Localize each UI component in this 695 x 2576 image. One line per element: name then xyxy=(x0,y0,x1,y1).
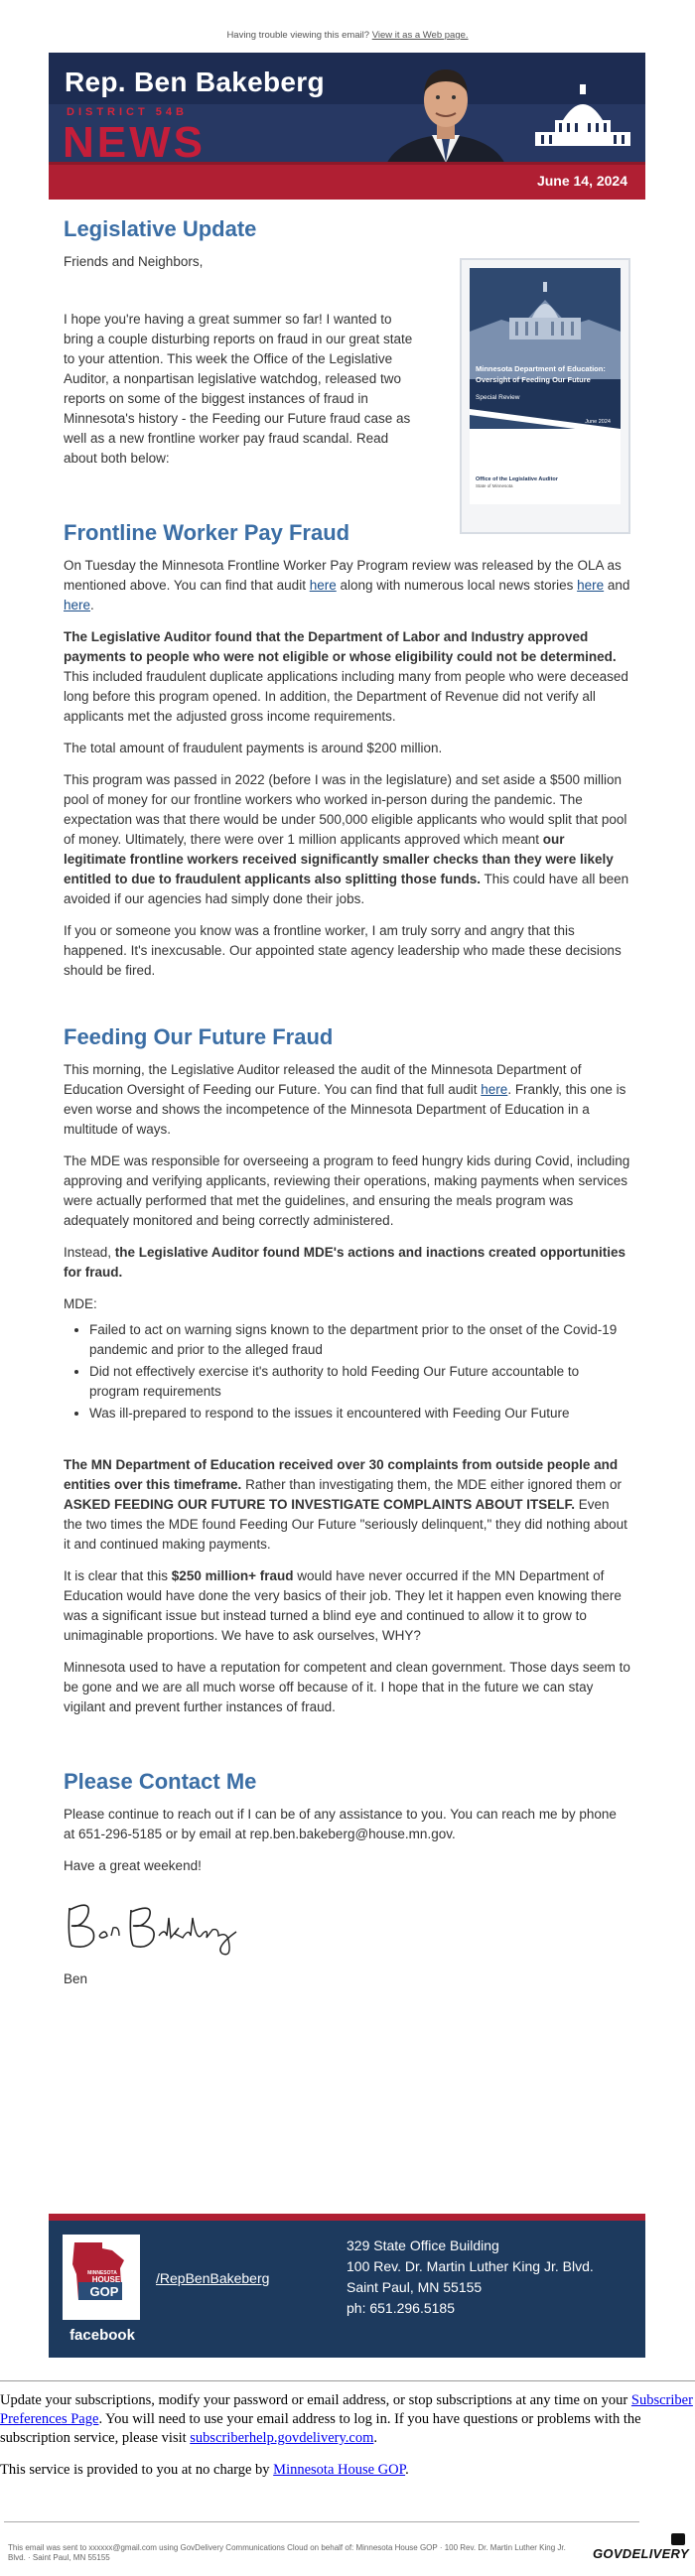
subscription-notice xyxy=(0,2391,695,2493)
fof-paragraph-5: It is clear that this $250 million+ fraud would have never occurred if the MN Department of Education would have done the very basics of their job. They let it happen even knowing there was a significant issue but instead turned a blind eye and continued to allow it to grow to unimaginable proportions. We have to ask ourselves, WHY? xyxy=(64,1568,622,1643)
district-label: DISTRICT 54B xyxy=(67,106,188,118)
frontline-paragraph-4: This program was passed in 2022 (before I was in the legislature) and set aside a $500 million pool of money for our frontline workers who worked in-person during the pandemic. The expectation was that there would be under 500,000 eligible applicants who would split that pool of money. Ultimately, there were over 1 million applicants approved which meant our legitimate frontline workers received significantly smaller checks than they were likely entitled to due to fraudulent applicants also splitting those funds. This could have all been avoided if our agencies had simply done their jobs. xyxy=(64,772,629,906)
representative-portrait xyxy=(376,56,515,162)
list-item: • Was ill-prepared to respond to the issues it encountered with Feeding Our Future xyxy=(89,1404,630,1424)
divider xyxy=(4,2521,639,2522)
frontline-heading: Frontline Worker Pay Fraud xyxy=(64,520,350,545)
report-cover-org-sub: State of Minnesota xyxy=(476,483,513,488)
frontline-paragraph-5: If you or someone you know was a frontline worker, I am truly sorry and angry that this happened. It's inexcusable. Our appointed state agency leadership who made these decisions should be fired. xyxy=(64,923,622,978)
view-as-webpage-link[interactable]: View it as a Web page. xyxy=(371,30,469,41)
address-line: 329 State Office Building xyxy=(347,2237,499,2253)
list-item: • Failed to act on warning signs known to the department prior to the onset of the Covid-19 pandemic and prior to the alleged fraud xyxy=(89,1320,630,1360)
capitol-icon xyxy=(533,82,632,152)
mde-label: MDE: xyxy=(64,1296,97,1311)
report-cover-title-line1: Minnesota Department of Education: xyxy=(476,364,606,373)
mde-findings-list xyxy=(64,1320,630,1424)
address-line: 100 Rev. Dr. Martin Luther King Jr. Blvd. xyxy=(347,2258,594,2274)
intro-paragraph: I hope you're having a great summer so far! I wanted to bring a couple disturbing reports on fraud in our great state to your attention. This week the Office of the Legislative Auditor, a nonpartisan legislative watchdog, released two reports on some of the biggest instances of fraud in Minnesota's history - the Feeding our Future fraud case as well as a new frontline worker pay fraud scandal. Read about both below: xyxy=(64,312,413,466)
fof-paragraph-1: This morning, the Legislative Auditor released the audit of the Minnesota Department of Education Oversight of Feeding our Future. You can find that full audit here. Frankly, this one is even worse and shows the incompetence of the Minnesota Department of Education in a multitude of ways. xyxy=(64,1062,626,1137)
preheader-text: Having trouble viewing this email? xyxy=(226,30,370,41)
news-link-2[interactable]: here xyxy=(64,598,91,612)
fof-paragraph-3: Instead, the Legislative Auditor found MDE's actions and inactions created opportunities for fraud. xyxy=(64,1245,626,1280)
house-gop-logo xyxy=(63,2235,140,2344)
fof-audit-link[interactable]: here xyxy=(481,1082,508,1097)
govdelivery-icon xyxy=(671,2533,685,2545)
report-cover-image xyxy=(462,260,628,532)
newsletter-body xyxy=(64,216,630,2001)
logo-line-1: MINNESOTA xyxy=(87,2270,117,2276)
facebook-logo-box[interactable] xyxy=(63,2235,140,2344)
issue-date: June 14, 2024 xyxy=(536,173,627,189)
divider xyxy=(0,2380,695,2381)
news-link-1[interactable]: here xyxy=(577,578,605,593)
footer-divider xyxy=(49,2214,645,2221)
facebook-handle-link[interactable]: /RepBenBakeberg xyxy=(156,2270,270,2286)
legal-text: This email was sent to xxxxxx@gmail.com using GovDelivery Communications Cloud on behalf of: Minnesota House GOP · 100 Rev. Dr. Martin Luther King Jr. Blvd. · Saint Paul, MN 55155 xyxy=(8,2543,566,2562)
address-line: Saint Paul, MN 55155 xyxy=(347,2279,483,2295)
list-item: • Did not effectively exercise it's authority to hold Feeding Our Future accountable to program requirements xyxy=(89,1362,630,1402)
fof-heading: Feeding Our Future Fraud xyxy=(64,1024,334,1049)
subscriber-preferences-link[interactable]: Subscriber Preferences Page xyxy=(0,2392,693,2427)
representative-name: Rep. Ben Bakeberg xyxy=(65,67,325,97)
legislative-update-heading: Legislative Update xyxy=(64,216,257,241)
office-address xyxy=(347,2236,594,2319)
frontline-paragraph-2: The Legislative Auditor found that the Department of Labor and Industry approved payments to people who were not eligible or whose eligibility could not be determined. This included fraudulent duplicate applications including many from people who were deceased long before this program opened. In addition, the Department of Revenue did not verify all applicants met the adjusted gross income requirements. xyxy=(64,629,628,724)
logo-line-3: GOP xyxy=(89,2284,119,2299)
weekend-wish: Have a great weekend! xyxy=(64,1858,202,1873)
date-bar xyxy=(49,162,645,200)
facebook-wordmark: facebook xyxy=(70,2327,135,2344)
logo-line-2: HOUSE xyxy=(91,2275,121,2284)
report-cover-title-line2: Oversight of Feeding Our Future xyxy=(476,375,591,384)
frontline-paragraph-1: On Tuesday the Minnesota Frontline Worker Pay Program review was released by the OLA as mentioned above. You can find that audit here along with numerous local news stories here and here. xyxy=(64,558,630,612)
greeting: Friends and Neighbors, xyxy=(64,254,204,269)
contact-paragraph: Please continue to reach out if I can be of any assistance to you. You can reach me by phone at 651-296-5185 or by email at rep.ben.bakeberg@house.mn.gov. xyxy=(64,1807,617,1841)
newsletter-card xyxy=(49,53,645,2358)
preheader xyxy=(0,30,695,41)
fof-paragraph-6: Minnesota used to have a reputation for competent and clean government. Those days seem to be gone and we are all much worse off because of it. I hope that in the future we can stay vigilant and prevent further instances of fraud. xyxy=(64,1660,630,1714)
audit-link[interactable]: here xyxy=(309,578,337,593)
signoff-name: Ben xyxy=(64,1971,88,1986)
house-gop-link[interactable]: Minnesota House GOP xyxy=(273,2462,406,2478)
signature-image xyxy=(64,1888,252,1958)
fof-paragraph-4: The MN Department of Education received over 30 complaints from outside people and entities over this timeframe. Rather than investigating them, the MDE either ignored them or ASKED FEEDING OUR FUTURE TO INVESTIGATE COMPLAINTS ABOUT ITSELF. Even the two times the MDE found Feeding Our Future "seriously delinquent," they did nothing about it and continued making payments. xyxy=(64,1457,627,1552)
audit-report-cover[interactable] xyxy=(460,258,630,534)
newsletter-footer xyxy=(49,2221,645,2358)
subscription-paragraph: Update your subscriptions, modify your password or email address, or stop subscriptions at any time on your Subscriber Preferences Page. You will need to use your email address to log in. If you have questions or problems with the subscription service, please visit subscriberhelp.govdelivery.com. xyxy=(0,2392,693,2446)
newsletter-header xyxy=(49,53,645,162)
frontline-paragraph-3: The total amount of fraudulent payments is around $200 million. xyxy=(64,741,443,755)
govdelivery-logo[interactable]: GOVDELIVERY xyxy=(593,2546,689,2561)
phone-line: ph: 651.296.5185 xyxy=(347,2300,455,2316)
fof-paragraph-2: The MDE was responsible for overseeing a program to feed hungry kids during Covid, including approving and verifying applicants, reviewing their operations, making payments when services were actually performed that met the guidelines, and ensuring the meals program was adequately monitored and being correctly administered. xyxy=(64,1153,630,1228)
news-wordmark: NEWS xyxy=(63,118,206,162)
report-cover-date: June 2024 xyxy=(585,419,611,425)
report-cover-subtitle: Special Review xyxy=(476,394,520,401)
subscriber-help-link[interactable]: subscriberhelp.govdelivery.com xyxy=(190,2430,374,2446)
report-cover-org: Office of the Legislative Auditor xyxy=(476,476,558,482)
service-provided-paragraph: This service is provided to you at no charge by Minnesota House GOP. xyxy=(0,2462,409,2478)
contact-heading: Please Contact Me xyxy=(64,1769,257,1794)
